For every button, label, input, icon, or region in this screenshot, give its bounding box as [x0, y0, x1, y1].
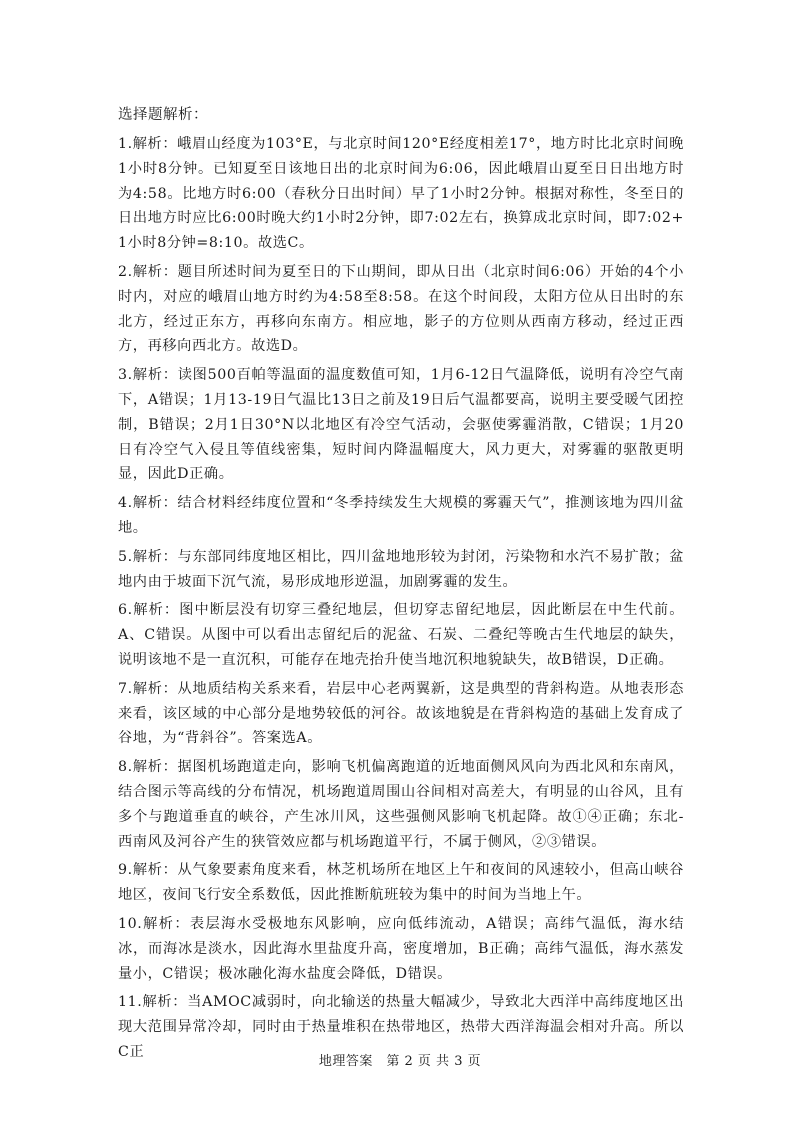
- explanation-1: 1.解析：峨眉山经度为103°E，与北京时间120°E经度相差17°，地方时比北京时间晚1小时8分钟。已知夏至日该地日出的北京时间为6:06，因此峨眉山夏至日日出地方时为4:58。比地方时6:00（春秋分日出时间）早了1小时2分钟。根据对称性，冬至日的日出地方时应比6:00时晚大约1小时2分钟，即7:02左右，换算成北京时间，即7:02+1小时8分钟=8:10。故选C。: [118, 136, 684, 252]
- section-heading: 选择题解析：: [118, 107, 208, 123]
- explanation-10: 10.解析：表层海水受极地东风影响，应向低纬流动，A错误；高纬气温低，海水结冰，而海冰是淡水，因此海水里盐度升高，密度增加，B正确；高纬气温低，海水蒸发量小，C错误；极冰融化海水盐度会降低，D错误。: [118, 915, 684, 982]
- explanation-8: 8.解析：据图机场跑道走向，影响飞机偏离跑道的近地面侧风风向为西北风和东南风，结合图示等高线的分布情况，机场跑道周围山谷间相对高差大，有明显的山谷风，且有多个与跑道垂直的峡谷，产生冰川风，这些强侧风影响飞机起降。故①④正确；东北-西南风及河谷产生的狭管效应都与机场跑道平行，不属于侧风，②③错误。: [118, 759, 684, 850]
- explanation-9: 9.解析：从气象要素角度来看，林芝机场所在地区上午和夜间的风速较小，但高山峡谷地区，夜间飞行安全系数低，因此推断航班较为集中的时间为当地上午。: [118, 862, 684, 904]
- explanation-2: 2.解析：题目所述时间为夏至日的下山期间，即从日出（北京时间6:06）开始的4个小时内，对应的峨眉山地方时约为4:58至8:58。在这个时间段，太阳方位从日出时的东北方，经过正东方，再移向东南方。相应地，影子的方位则从西南方移动，经过正西方，再移向西北方。故选D。: [118, 263, 684, 355]
- explanation-11: 11.解析：当AMOC减弱时，向北输送的热量大幅减少，导致北大西洋中高纬度地区出现大范围异常冷却，同时由于热量堆积在热带地区，热带大西洋海温会相对升高。所以C正: [118, 994, 684, 1060]
- explanation-6: 6.解析：图中断层没有切穿三叠纪地层，但切穿志留纪地层，因此断层在中生代前。A、C错误。从图中可以看出志留纪后的泥盆、石炭、二叠纪等晚古生代地层的缺失，说明该地不是一直沉积，可能存在地壳抬升使当地沉积地貌缺失，故B错误，D正确。: [118, 602, 684, 668]
- explanation-5: 5.解析：与东部同纬度地区相比，四川盆地地形较为封闭，污染物和水汽不易扩散；盆地内由于坡面下沉气流，易形成地形逆温，加剧雾霾的发生。: [118, 548, 684, 590]
- explanation-3: 3.解析：读图500百帕等温面的温度数值可知，1月6-12日气温降低，说明有冷空气南下，A错误；1月13-19日气温比13日之前及19日后气温都要高，说明主要受暖气团控制，B错误；2月1日30°N以北地区有冷空气活动，会驱使雾霾消散，C错误；1月20日有冷空气入侵且等值线密集，短时间内降温幅度大，风力更大，对雾霾的驱散更明显，因此D正确。: [118, 367, 684, 483]
- explanation-7: 7.解析：从地质结构关系来看，岩层中心老两翼新，这是典型的背斜构造。从地表形态来看，该区域的中心部分是地势较低的河谷。故该地貌是在背斜构造的基础上发育成了谷地，为“背斜谷”。答案选A。: [118, 680, 684, 747]
- page-footer: 地理答案 第 2 页 共 3 页: [318, 1054, 482, 1069]
- answer-explanations: [118, 132, 684, 1069]
- explanation-4: 4.解析：结合材料经纬度位置和“冬季持续发生大规模的雾霾天气”，推测该地为四川盆地。: [118, 495, 684, 536]
